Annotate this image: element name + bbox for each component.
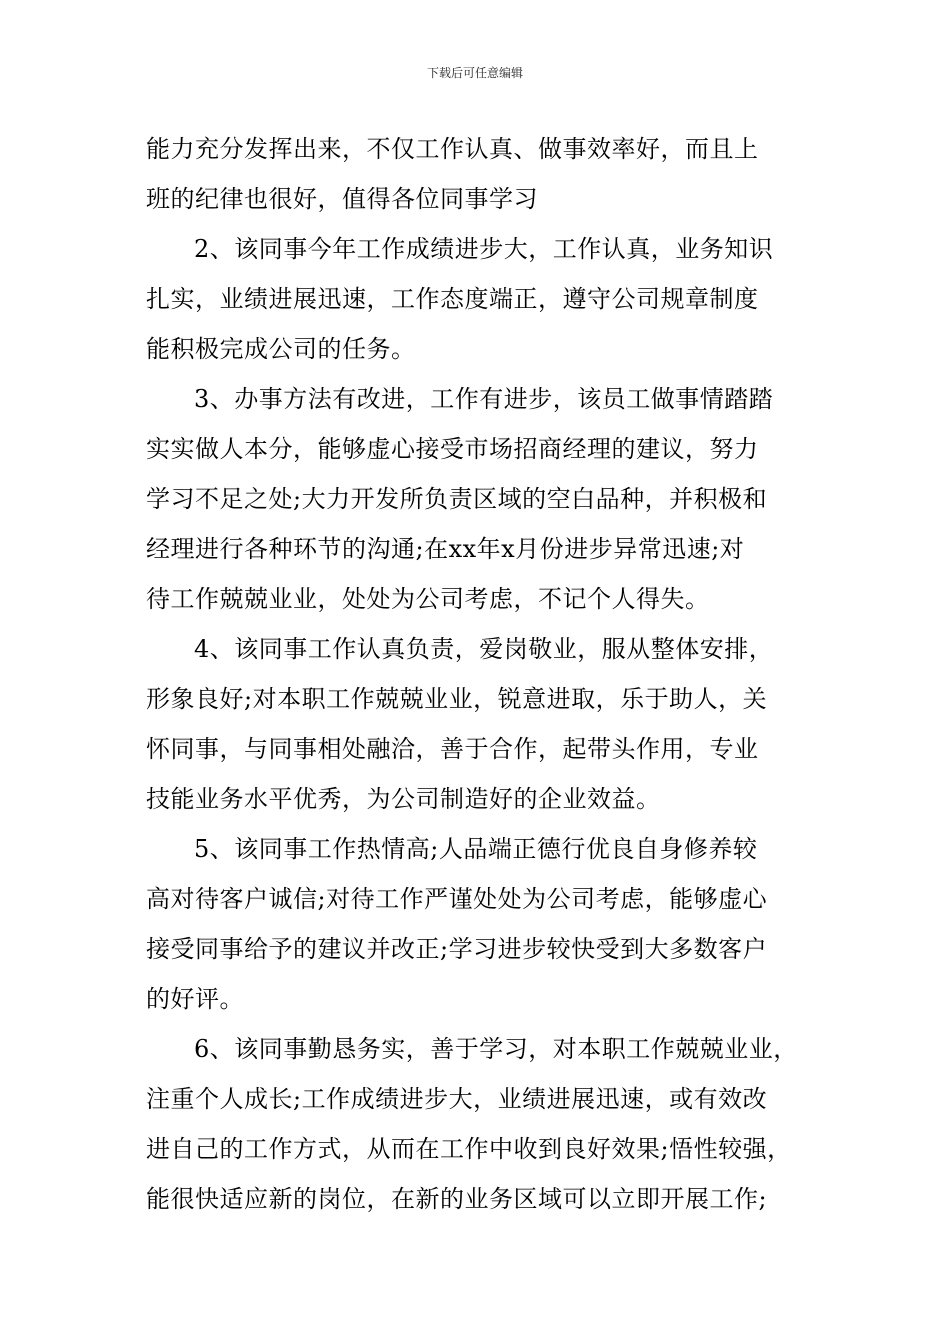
document-body — [146, 124, 810, 1224]
text-line: 形象良好;对本职工作兢兢业业，锐意进取，乐于助人，关 — [146, 685, 768, 713]
text-line: 进自己的工作方式，从而在工作中收到良好效果;悟性较强， — [146, 1135, 792, 1163]
paragraph-start-line: 3、办事方法有改进，工作有进步，该员工做事情踏踏 — [194, 385, 774, 413]
paragraph-start-line: 6、该同事勤恳务实，善于学习，对本职工作兢兢业业， — [194, 1035, 798, 1063]
text-line: 班的纪律也很好，值得各位同事学习 — [146, 185, 538, 213]
text-line: 学习不足之处;大力开发所负责区域的空白品种，并积极和 — [146, 485, 768, 513]
text-line: 技能业务水平优秀，为公司制造好的企业效益。 — [146, 785, 661, 813]
text-line: 实实做人本分，能够虚心接受市场招商经理的建议，努力 — [146, 435, 759, 463]
text-line: 扎实，业绩进展迅速，工作态度端正，遵守公司规章制度 — [146, 285, 759, 313]
paragraph-start-line: 4、该同事工作认真负责，爱岗敬业，服从整体安排， — [194, 635, 774, 663]
paragraph-start-line: 5、该同事工作热情高;人品端正德行优良自身修养较 — [194, 835, 758, 863]
text-line: 注重个人成长;工作成绩进步大，业绩进展迅速，或有效改 — [146, 1085, 768, 1113]
text-line: 经理进行各种环节的沟通;在xx年x月份进步异常迅速;对 — [146, 535, 745, 563]
text-line: 能积极完成公司的任务。 — [146, 335, 416, 363]
text-line: 能很快适应新的岗位，在新的业务区域可以立即开展工作; — [146, 1185, 768, 1213]
paragraph-start-line: 2、该同事今年工作成绩进步大，工作认真，业务知识 — [194, 235, 774, 263]
text-line: 怀同事，与同事相处融洽，善于合作，起带头作用，专业 — [146, 735, 759, 763]
text-line: 待工作兢兢业业，处处为公司考虑，不记个人得失。 — [146, 585, 710, 613]
text-line: 接受同事给予的建议并改正;学习进步较快受到大多数客户 — [146, 935, 768, 963]
page-header: 下载后可任意编辑 — [426, 66, 523, 80]
text-line: 能力充分发挥出来，不仅工作认真、做事效率好，而且上 — [146, 135, 759, 163]
text-line: 的好评。 — [146, 985, 244, 1013]
text-line: 高对待客户诚信;对待工作严谨处处为公司考虑，能够虚心 — [146, 885, 768, 913]
